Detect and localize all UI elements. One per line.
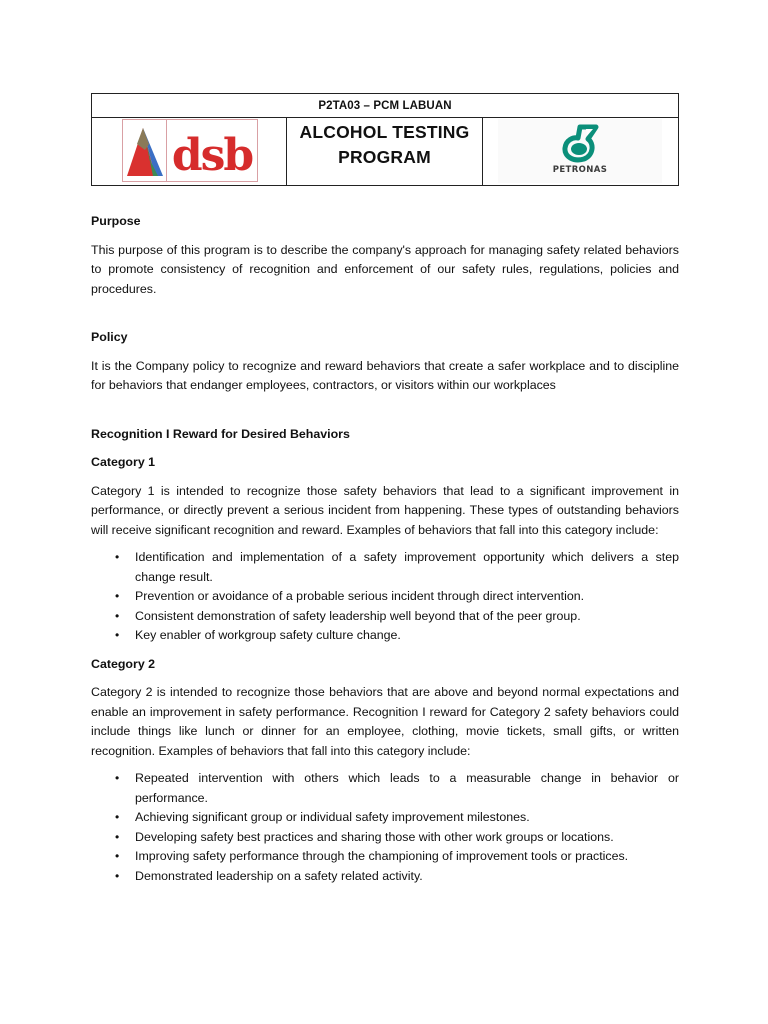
bullet-icon: • [115, 628, 120, 642]
document-header-table [91, 93, 679, 186]
list-item [91, 769, 679, 808]
category-1-heading: Category 1 [91, 455, 156, 469]
petronas-logo [498, 119, 662, 183]
list-item-text: Repeated intervention with others which leads to a measurable change in behavior or performance. [135, 771, 679, 805]
category-1-paragraph: Category 1 is intended to recognize those safety behaviors that lead to a significant improvement in performance, or directly prevent a serious incident from happening. These types of outstanding behaviors will receive significant recognition and reward. Examples of behaviors that fall into this category include: [91, 483, 679, 537]
list-item-text: Key enabler of workgroup safety culture change. [135, 628, 401, 642]
bullet-icon: • [115, 849, 120, 863]
purpose-heading: Purpose [91, 214, 141, 228]
list-item [91, 587, 679, 607]
list-item-text: Prevention or avoidance of a probable serious incident through direct intervention. [135, 589, 585, 603]
dsb-mountain-logo-icon [123, 120, 167, 181]
left-logo-cell [92, 118, 287, 186]
dsb-logo [122, 119, 258, 182]
bullet-icon: • [115, 771, 120, 785]
petronas-logo-text: PETRONAS [552, 165, 608, 175]
list-item [91, 847, 679, 867]
right-logo-cell [483, 118, 678, 186]
bullet-icon: • [115, 810, 120, 824]
bullet-icon: • [115, 868, 120, 883]
list-item [91, 808, 679, 828]
list-item [91, 607, 679, 627]
recognition-heading: Recognition I Reward for Desired Behaviors [91, 426, 350, 441]
list-item-text: Achieving significant group or individual safety improvement milestones. [135, 810, 530, 824]
list-item [91, 626, 679, 646]
category-2-bullet-list [91, 769, 679, 886]
dsb-logo-text: dsb [171, 130, 253, 181]
category-2-paragraph: Category 2 is intended to recognize those behaviors that are above and beyond normal expectations and enable an improvement in safety performance. Recognition I reward for Category 2 safety behaviors could include things like lunch or dinner for an employee, clothing, movie tickets, small gifts, or written recognition. Examples of behaviors that fall into this category include: [91, 685, 679, 758]
list-item-text: Identification and implementation of a safety improvement opportunity which delivers a step change result. [135, 550, 679, 584]
list-item [91, 867, 679, 887]
bullet-icon: • [115, 829, 120, 844]
document-body [91, 212, 679, 886]
list-item-text: Developing safety best practices and sharing those with other work groups or locations. [135, 829, 614, 844]
category-1-bullet-list [91, 548, 679, 646]
purpose-paragraph: This purpose of this program is to describe the company's approach for managing safety related behaviors to promote consistency of recognition and enforcement of our safety rules, regulations, policies and procedures. [91, 242, 679, 296]
list-item-text: Demonstrated leadership on a safety related activity. [135, 868, 423, 883]
document-code: P2TA03 – PCM LABUAN [92, 94, 678, 118]
bullet-icon: • [115, 589, 120, 603]
policy-heading: Policy [91, 330, 128, 344]
list-item [91, 548, 679, 587]
category-2-heading: Category 2 [91, 656, 156, 671]
document-title-line-2: PROGRAM [338, 147, 431, 167]
list-item-text: Consistent demonstration of safety leadership well beyond that of the peer group. [135, 608, 581, 623]
list-item-text: Improving safety performance through the championing of improvement tools or practices. [135, 849, 629, 863]
list-item [91, 828, 679, 848]
petronas-droplet-logo-icon [558, 123, 602, 163]
policy-paragraph: It is the Company policy to recognize and reward behaviors that create a safer workplace and to discipline for behaviors that endanger employees, contractors, or visitors within our workplaces [91, 358, 679, 392]
bullet-icon: • [115, 608, 120, 623]
document-title-cell [287, 118, 483, 186]
header-logo-row [92, 118, 678, 186]
document-title-line-1: ALCOHOL TESTING [299, 122, 470, 142]
bullet-icon: • [115, 550, 120, 564]
